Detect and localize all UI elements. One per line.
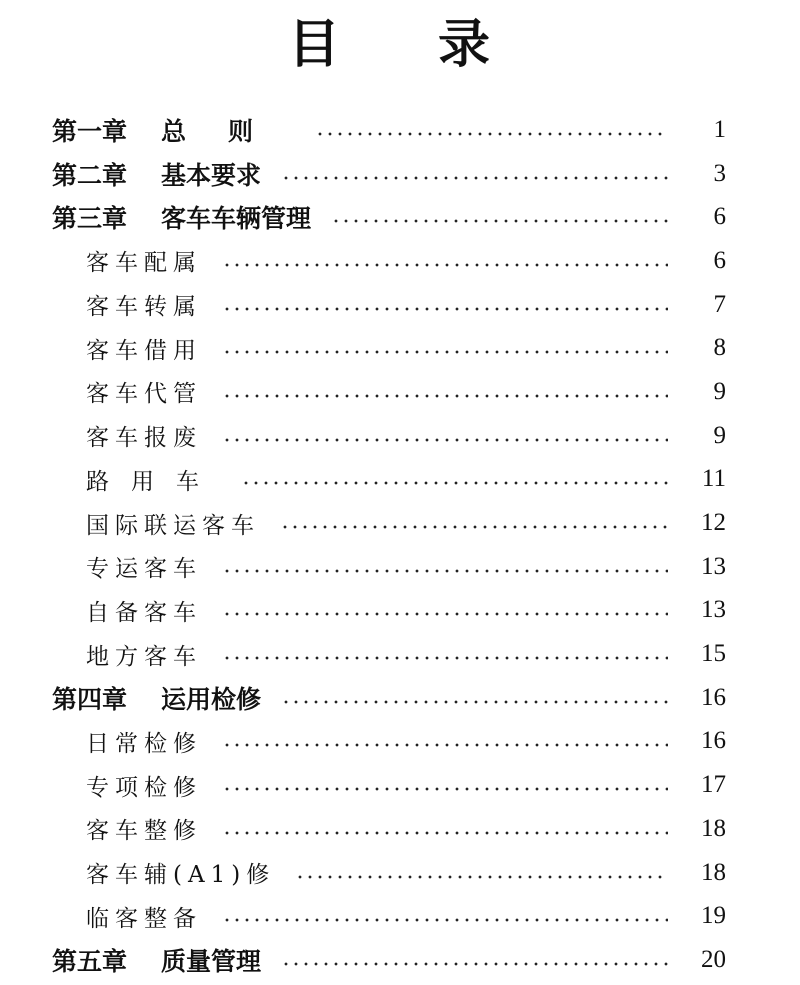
- section-title: 专运客车: [86, 556, 202, 583]
- page-number: 16: [701, 727, 726, 755]
- chapter-number: 第四章: [52, 684, 128, 714]
- toc-entry-section[interactable]: [0, 283, 800, 327]
- dot-leader: [222, 743, 668, 747]
- toc-entry-section[interactable]: [0, 763, 800, 807]
- toc-entry-section[interactable]: [0, 589, 800, 633]
- toc-entry-label: [0, 680, 261, 716]
- section-title: 客车转属: [86, 294, 202, 321]
- chapter-number: 第五章: [52, 946, 128, 976]
- toc-entry-section[interactable]: [0, 370, 800, 414]
- toc-entry-section[interactable]: [0, 501, 800, 545]
- page-number: 6: [713, 203, 726, 231]
- dot-leader: [295, 875, 668, 879]
- toc-entry-section[interactable]: [0, 894, 800, 938]
- section-title: 地方客车: [86, 643, 202, 670]
- page-number: 18: [701, 858, 726, 886]
- toc-heading: [0, 14, 800, 76]
- toc-entry-section[interactable]: [0, 720, 800, 764]
- section-title: 路用车: [86, 468, 221, 495]
- toc-entry-chapter-1[interactable]: [0, 108, 800, 152]
- page-number: 12: [701, 509, 726, 537]
- toc-entry-label: [0, 112, 295, 148]
- dot-leader: [222, 263, 668, 267]
- dot-leader: [281, 700, 668, 704]
- toc-heading-char-2: 录: [438, 15, 491, 75]
- page-number: 16: [701, 683, 726, 711]
- toc-entry-section[interactable]: [0, 545, 800, 589]
- chapter-title: 运用检修: [161, 684, 262, 714]
- toc-entry-chapter-3[interactable]: [0, 195, 800, 239]
- dot-leader: [222, 438, 668, 442]
- toc-entry-section[interactable]: [0, 632, 800, 676]
- section-title: 客车借用: [86, 337, 202, 364]
- page-number: 6: [713, 246, 726, 274]
- toc-entry-section[interactable]: [0, 239, 800, 283]
- chapter-number: 第一章: [52, 116, 128, 146]
- section-title: 国际联运客车: [86, 512, 260, 539]
- toc-entry-chapter-4[interactable]: [0, 676, 800, 720]
- page-number: 13: [701, 552, 726, 580]
- dot-leader: [241, 481, 668, 485]
- toc-entry-section[interactable]: [0, 326, 800, 370]
- dot-leader: [331, 219, 668, 223]
- dot-leader: [315, 132, 668, 136]
- chapter-title: 总则: [161, 116, 296, 146]
- page-number: 13: [701, 596, 726, 624]
- page-number: 19: [701, 902, 726, 930]
- dot-leader: [281, 176, 668, 180]
- section-title: 客车配属: [86, 250, 202, 277]
- toc-heading-char-1: 目: [288, 15, 341, 75]
- dot-leader: [222, 918, 668, 922]
- chapter-number: 第二章: [52, 160, 128, 190]
- page-number: 18: [701, 814, 726, 842]
- table-of-contents: [0, 108, 800, 982]
- page-number: 17: [701, 771, 726, 799]
- page-number: 8: [713, 334, 726, 362]
- toc-entry-chapter-2[interactable]: [0, 152, 800, 196]
- toc-entry-section[interactable]: [0, 851, 800, 895]
- page-number: 9: [713, 421, 726, 449]
- section-title: 客车辅(A1)修: [86, 862, 276, 889]
- toc-entry-section[interactable]: [0, 458, 800, 502]
- dot-leader: [222, 394, 668, 398]
- section-title: 客车整修: [86, 818, 202, 845]
- section-title: 专项检修: [86, 774, 202, 801]
- dot-leader: [222, 307, 668, 311]
- dot-leader: [222, 612, 668, 616]
- section-title: 客车报废: [86, 425, 202, 452]
- toc-entry-chapter-5[interactable]: [0, 938, 800, 982]
- page-number: 9: [713, 377, 726, 405]
- chapter-number: 第三章: [52, 204, 128, 234]
- toc-entry-label: [0, 156, 261, 192]
- toc-entry-section[interactable]: [0, 807, 800, 851]
- section-title: 自备客车: [86, 599, 202, 626]
- toc-entry-label: [0, 942, 261, 978]
- chapter-title: 客车车辆管理: [161, 204, 312, 234]
- dot-leader: [280, 525, 668, 529]
- dot-leader: [222, 569, 668, 573]
- dot-leader: [222, 787, 668, 791]
- dot-leader: [222, 831, 668, 835]
- section-title: 客车代管: [86, 381, 202, 408]
- page-number: 1: [713, 115, 726, 143]
- page-number: 7: [713, 290, 726, 318]
- dot-leader: [222, 350, 668, 354]
- section-title: 临客整备: [86, 905, 202, 932]
- section-title: 日常检修: [86, 730, 202, 757]
- page-number: 11: [701, 465, 726, 493]
- chapter-title: 基本要求: [161, 160, 262, 190]
- toc-entry-section[interactable]: [0, 414, 800, 458]
- dot-leader: [281, 962, 668, 966]
- page-number: 3: [713, 159, 726, 187]
- page-number: 15: [701, 640, 726, 668]
- dot-leader: [222, 656, 668, 660]
- page-number: 20: [701, 945, 726, 973]
- chapter-title: 质量管理: [161, 946, 262, 976]
- toc-entry-label: [0, 199, 311, 235]
